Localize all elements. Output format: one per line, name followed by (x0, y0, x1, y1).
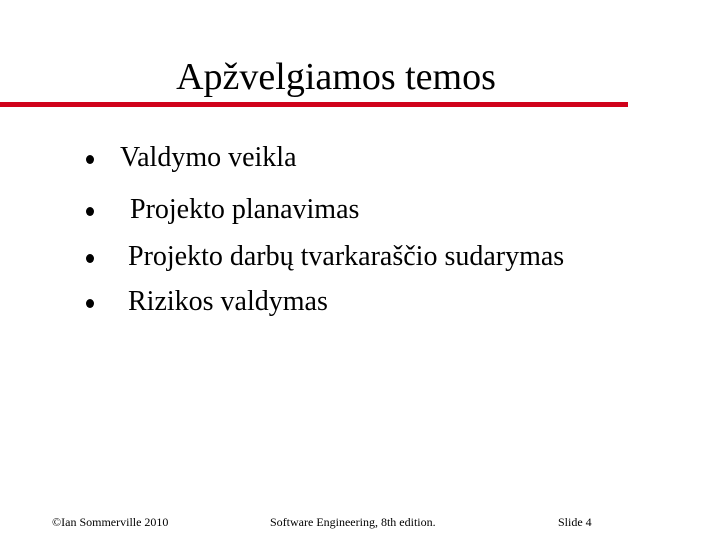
bullet-item (0, 239, 717, 275)
bullet-text: Rizikos valdymas (128, 286, 328, 317)
bullet-item (0, 140, 717, 176)
bullet-item (0, 192, 717, 228)
bullet-text: Projekto planavimas (130, 194, 360, 225)
bullet-dot-icon (86, 254, 94, 263)
bullet-text: Projekto darbų tvarkaraščio sudarymas (128, 241, 565, 272)
title-underline (0, 102, 628, 107)
bullet-dot-icon (86, 207, 94, 216)
slide-title: Apžvelgiamos temos (176, 56, 496, 98)
footer-copyright: ©Ian Sommerville 2010 (52, 515, 169, 529)
footer-slide-number: Slide 4 (558, 515, 592, 529)
bullet-dot-icon (86, 299, 94, 308)
footer-book-title: Software Engineering, 8th edition. (270, 515, 436, 529)
bullet-text: Valdymo veikla (120, 142, 297, 173)
bullet-item (0, 284, 717, 320)
bullet-dot-icon (86, 155, 94, 164)
